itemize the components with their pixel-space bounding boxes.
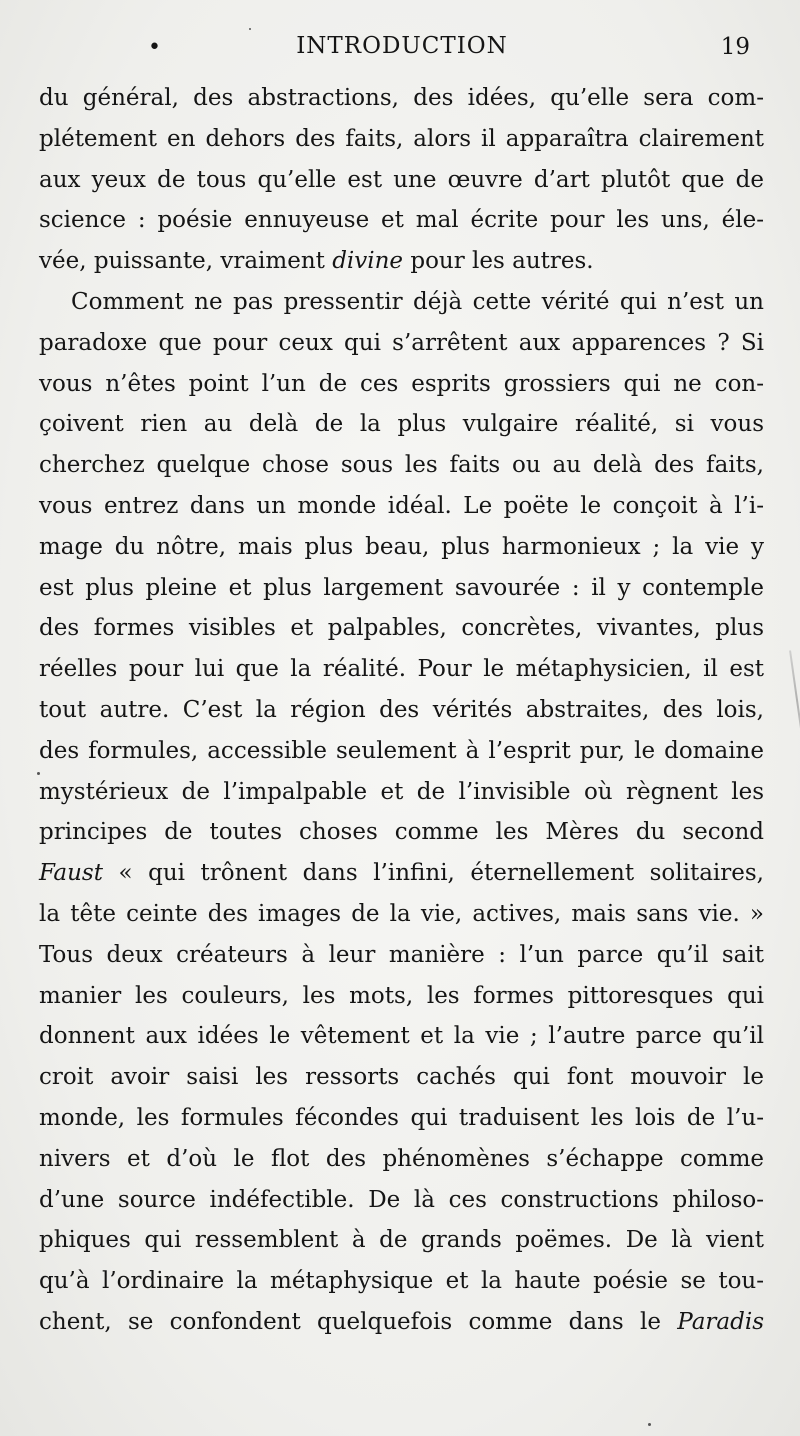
text-line: qu’à l’ordinaire la métaphysique et la haute poésie se tou- [39,1268,764,1295]
text-line: paradoxe que pour ceux qui s’arrêtent aux apparences ? Si [39,329,764,356]
text-line: chent, se confondent quelquefois comme dans le Paradis [39,1308,764,1335]
print-speck [37,772,40,775]
text-line: principes de toutes choses comme les Mères du second [39,819,764,846]
text-line: vous entrez dans un monde idéal. Le poëte le conçoit à l’i- [39,492,764,519]
text-line: cherchez quelque chose sous les faits ou au delà des faits, [39,452,764,479]
text-line: nivers et d’où le flot des phénomènes s’échappe comme [39,1145,764,1172]
running-head: INTRODUCTION [296,33,508,59]
text-line: manier les couleurs, les mots, les formes pittoresques qui [39,982,764,1009]
page-header [40,33,764,67]
text-line: donnent aux idées le vêtement et la vie ; l’autre parce qu’il [39,1023,764,1050]
italic-word: Paradis [677,1308,764,1335]
text-line: d’une source indéfectible. De là ces constructions philoso- [39,1186,764,1213]
text-line: phiques qui ressemblent à de grands poëmes. De là vient [39,1227,764,1254]
text-line: est plus pleine et plus largement savourée : il y contemple [39,574,764,601]
text-line: mystérieux de l’impalpable et de l’invisible où règnent les [39,778,764,805]
text-line: aux yeux de tous qu’elle est une œuvre d’art plutôt que de [39,166,764,193]
text-line: monde, les formules fécondes qui traduisent les lois de l’u- [39,1104,764,1131]
italic-word: Faust [39,860,103,887]
text-line: vous n’êtes point l’un de ces esprits grossiers qui ne con- [39,370,764,397]
text-line: tout autre. C’est la région des vérités abstraites, des lois, [39,696,764,723]
italic-word: divine [332,248,404,275]
header-bullet: • [148,35,161,60]
text-line: science : poésie ennuyeuse et mal écrite pour les uns, éle- [39,207,764,234]
text-line: Tous deux créateurs à leur manière : l’un parce qu’il sait [39,941,764,968]
text-line: des formules, accessible seulement à l’esprit pur, le domaine [39,737,764,764]
text-line: Faust « qui trônent dans l’infini, éternellement solitaires, [39,860,764,887]
text-line: plétement en dehors des faits, alors il apparaîtra clairement [39,125,764,152]
paragraph-first-line: Comment ne pas pressentir déjà cette vérité qui n’est un [71,288,764,315]
print-speck [648,1423,651,1426]
text-line: mage du nôtre, mais plus beau, plus harmonieux ; la vie y [39,533,764,560]
body-text [39,78,764,1343]
print-speck [249,28,251,30]
text-line: la tête ceinte des images de la vie, actives, mais sans vie. » [39,900,764,927]
text-line: çoivent rien au delà de la plus vulgaire réalité, si vous [39,411,764,438]
text-line: des formes visibles et palpables, concrètes, vivantes, plus [39,615,764,642]
page-edge-mark [789,650,800,749]
page-number: 19 [720,34,750,60]
text-line: vée, puissante, vraiment divine pour les autres. [39,248,594,275]
text-line: croit avoir saisi les ressorts cachés qui font mouvoir le [39,1064,764,1091]
text-line: du général, des abstractions, des idées, qu’elle sera com- [39,85,764,111]
text-line: réelles pour lui que la réalité. Pour le métaphysicien, il est [39,656,764,683]
